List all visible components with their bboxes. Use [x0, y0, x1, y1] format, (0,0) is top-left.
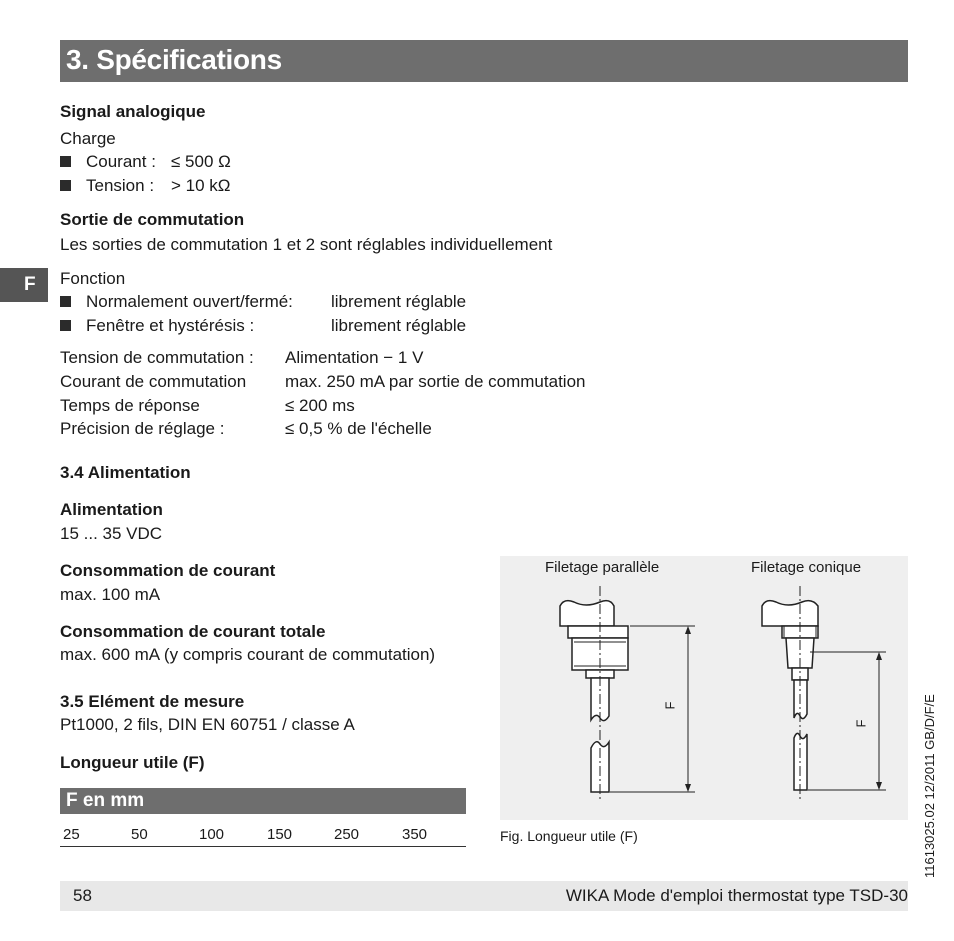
spec-value: ≤ 0,5 % de l'échelle: [285, 419, 432, 438]
language-tab: [0, 268, 48, 302]
table-cell: 350: [402, 826, 428, 843]
spec-row: [60, 372, 660, 394]
page-title: 3. Spécifications: [66, 44, 282, 75]
dimension-label-right: F: [853, 719, 869, 728]
signal-item-label: Courant :: [86, 152, 156, 171]
language-tab-label: F: [24, 274, 36, 295]
fonction-item-value: librement réglable: [331, 316, 467, 335]
signal-item-label: Tension :: [86, 176, 155, 195]
sortie-text: Les sorties de commutation 1 et 2 sont réglables individuellement: [60, 235, 553, 254]
fonction-item: [60, 292, 560, 314]
section-heading-element: 3.5 Elément de mesure: [60, 692, 245, 711]
spec-label: Tension de commutation :: [60, 348, 254, 367]
conso-value: max. 100 mA: [60, 585, 161, 604]
fonction-item-label: Normalement ouvert/fermé:: [86, 292, 293, 311]
page-number: 58: [73, 886, 92, 905]
sortie-heading: Sortie de commutation: [60, 210, 245, 229]
bullet-icon: [60, 296, 71, 307]
alim-value: 15 ... 35 VDC: [60, 524, 163, 543]
section-heading-alimentation: 3.4 Alimentation: [60, 463, 191, 482]
conso-totale-value: max. 600 mA (y compris courant de commutation): [60, 645, 436, 664]
signal-item: [60, 176, 231, 196]
document-code: 11613025.02 12/2011 GB/D/F/E: [922, 694, 937, 878]
spec-value: ≤ 200 ms: [285, 396, 355, 415]
table-cell: 150: [267, 826, 293, 843]
dimension-label-left: F: [662, 701, 678, 710]
conso-heading: Consommation de courant: [60, 561, 276, 580]
spec-row: [60, 396, 660, 418]
table-cell: 50: [131, 826, 148, 843]
footer-doc-title: WIKA Mode d'emploi thermostat type TSD-30: [565, 886, 908, 905]
table-header: F en mm: [66, 790, 145, 811]
table-rule: [60, 846, 466, 847]
element-value: Pt1000, 2 fils, DIN EN 60751 / classe A: [60, 715, 355, 734]
signal-item-value: ≤ 500 Ω: [171, 152, 231, 171]
fonction-item-label: Fenêtre et hystérésis :: [86, 316, 255, 335]
spec-value: max. 250 mA par sortie de commutation: [285, 372, 586, 391]
figure-label-conique: Filetage conique: [751, 559, 862, 576]
signal-heading: Signal analogique: [60, 102, 206, 121]
conso-totale-heading: Consommation de courant totale: [60, 622, 326, 641]
spec-row: [60, 419, 660, 441]
fonction-label: Fonction: [60, 269, 126, 288]
spec-label: Courant de commutation: [60, 372, 247, 391]
longueur-heading: Longueur utile (F): [60, 753, 205, 772]
spec-row: [60, 348, 660, 370]
sensor-drawing: [500, 556, 908, 820]
alim-heading: Alimentation: [60, 500, 163, 519]
fonction-item-value: librement réglable: [331, 292, 467, 311]
spec-value: Alimentation − 1 V: [285, 348, 424, 367]
figure-caption: Fig. Longueur utile (F): [500, 828, 638, 844]
table-cell: 100: [199, 826, 225, 843]
spec-label: Précision de réglage :: [60, 419, 225, 438]
signal-item-value: > 10 kΩ: [171, 176, 231, 195]
signal-item: [60, 152, 231, 172]
bullet-icon: [60, 156, 71, 167]
spec-label: Temps de réponse: [60, 396, 200, 415]
bullet-icon: [60, 320, 71, 331]
table-cell: 25: [63, 826, 80, 843]
bullet-icon: [60, 180, 71, 191]
fonction-item: [60, 316, 560, 338]
charge-label: Charge: [60, 129, 116, 148]
table-cell: 250: [334, 826, 360, 843]
figure-label-parallel: Filetage parallèle: [545, 559, 660, 576]
